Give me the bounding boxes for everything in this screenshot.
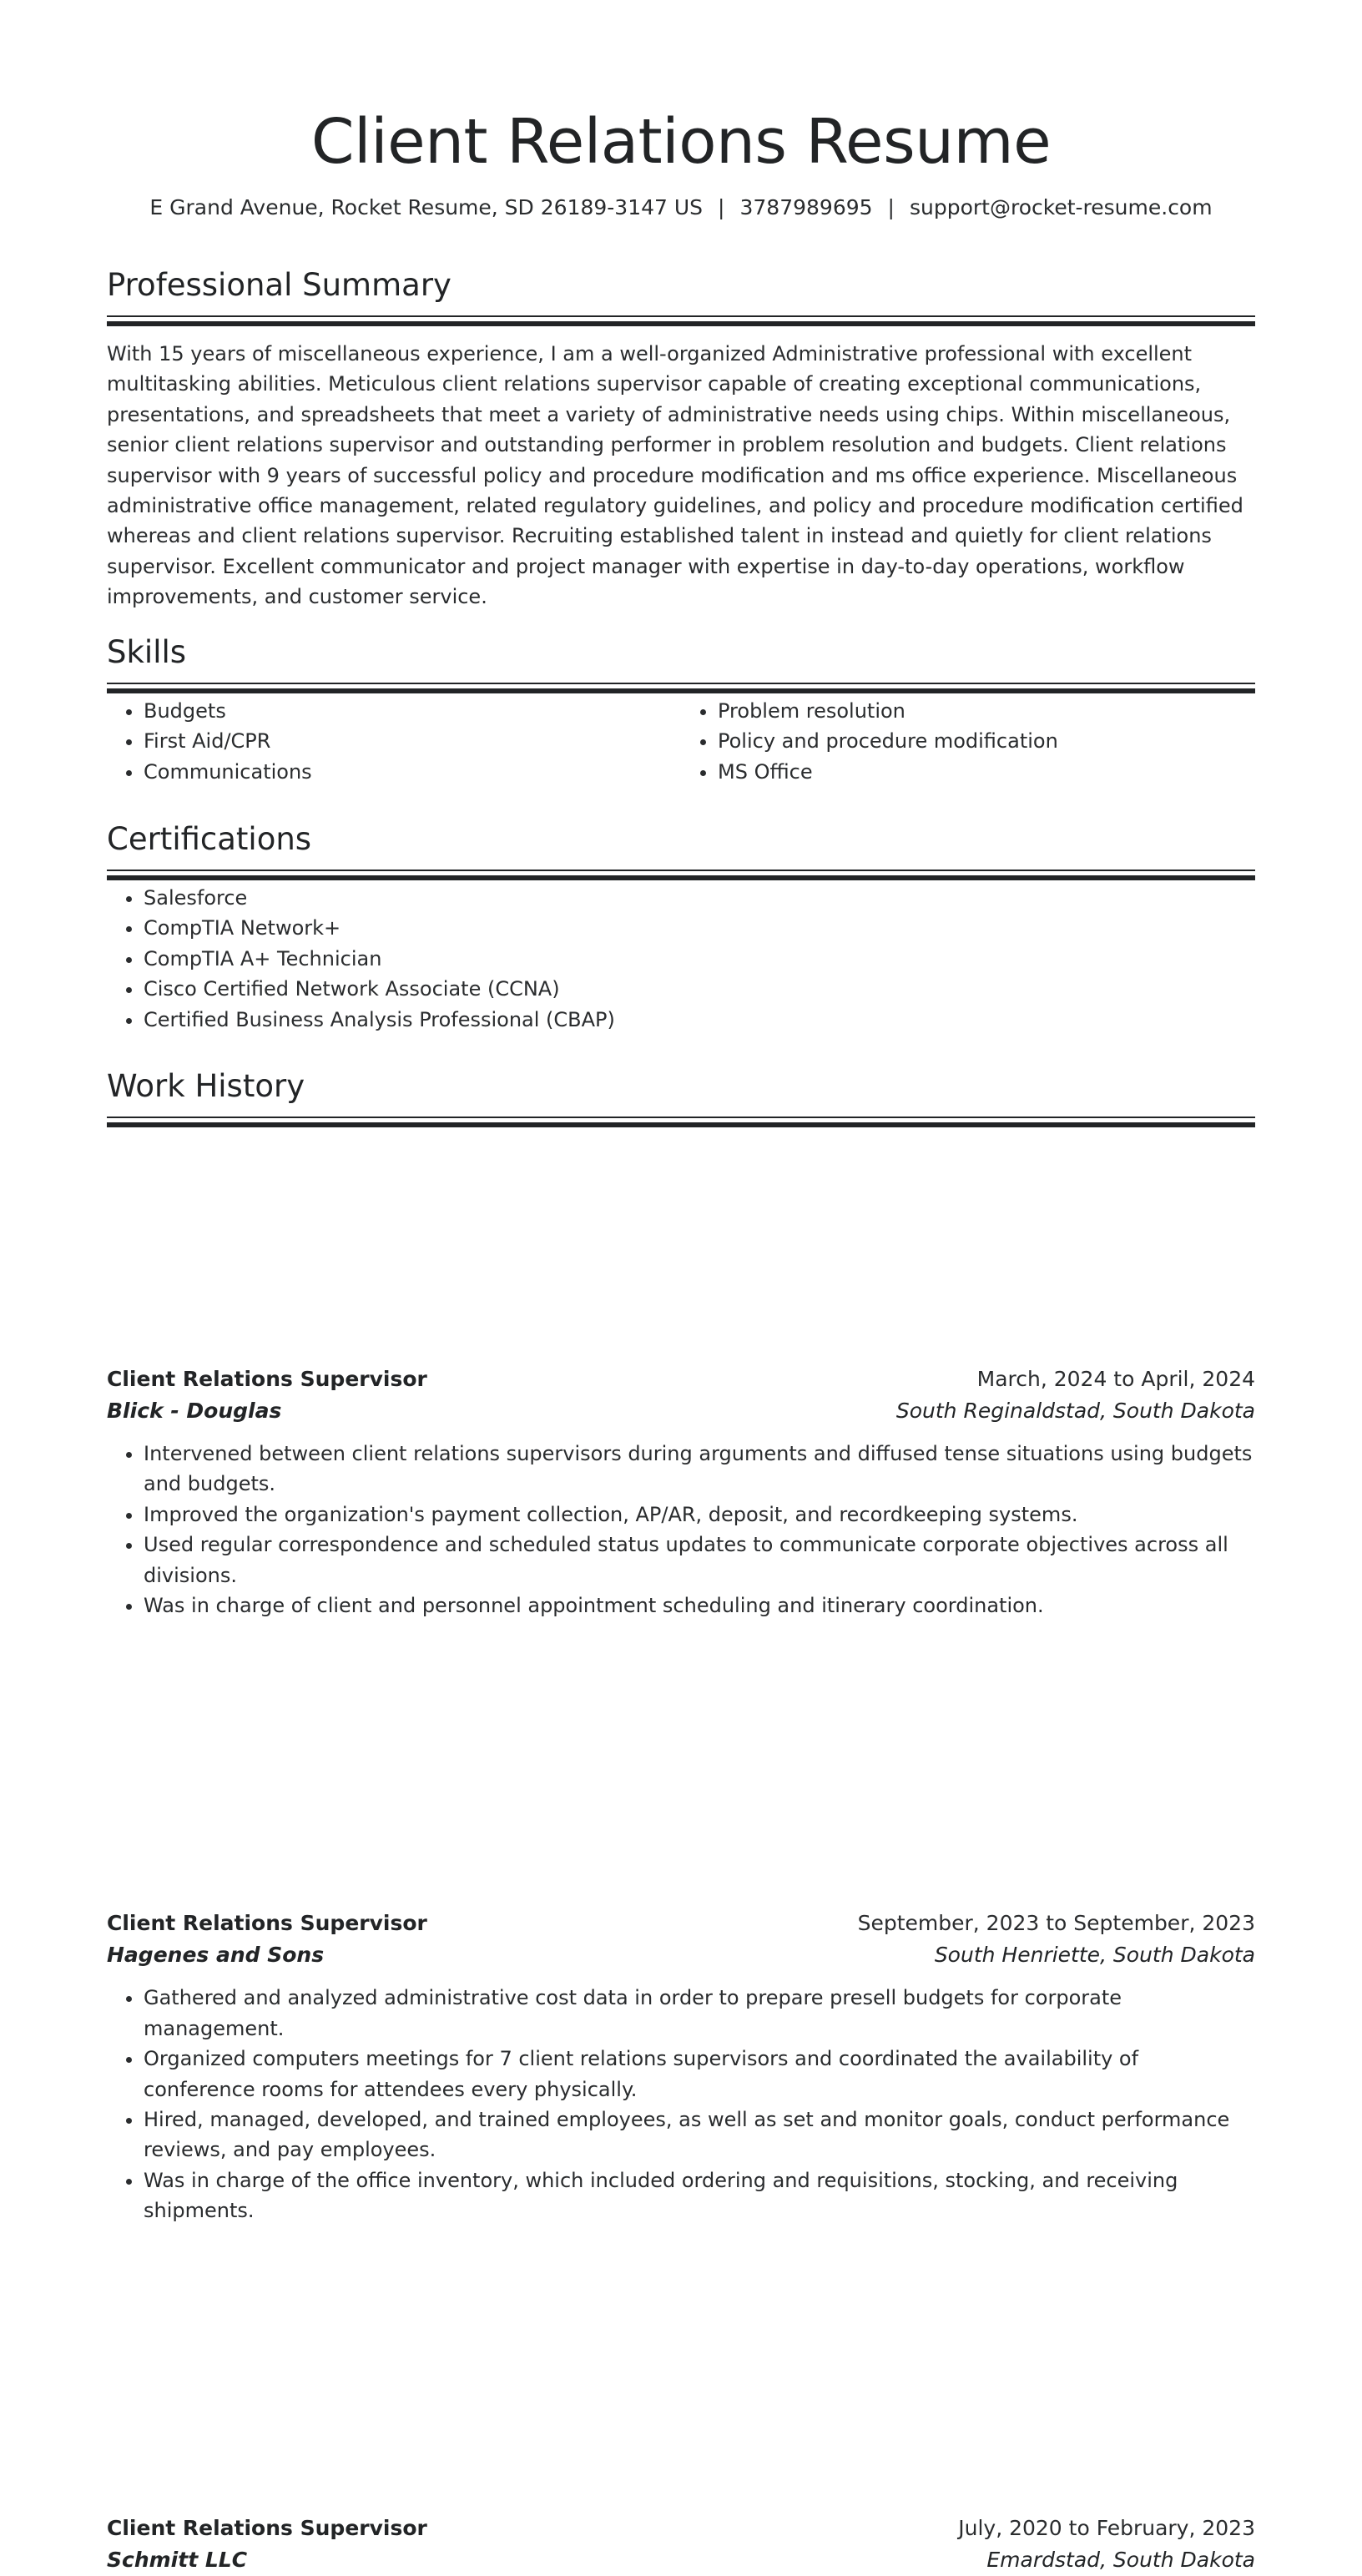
job-entry [107,2513,1255,2576]
certifications-section [107,819,1255,1035]
job-entry [107,1364,1255,1621]
job-header [107,1364,1255,1395]
job-dates: July, 2020 to February, 2023 [958,2515,1255,2540]
skills-grid [107,696,1255,787]
certifications-heading: Certifications [107,821,312,857]
contact-line [107,194,1255,222]
job-location: Emardstad, South Dakota [986,2547,1255,2572]
skill-item: • Problem resolution [718,696,1255,726]
job-company: Blick - Douglas [107,1399,282,1423]
resume-title: Client Relations Resume [310,106,1052,178]
skill-item: • First Aid/CPR [144,726,681,756]
work-history-section [107,1066,1255,1118]
contact-email: support@rocket-resume.com [909,195,1213,219]
job-dates: September, 2023 to September, 2023 [857,1911,1255,1936]
job-subheader [107,1939,1255,1971]
section-divider [107,870,1255,871]
skill-item: • Budgets [144,696,681,726]
certification-item: • CompTIA A+ Technician [144,944,1255,974]
job-title: Client Relations Supervisor [107,2515,427,2540]
job-bullets [107,1439,1255,1621]
job-entry [107,1908,1255,2226]
section-divider [107,683,1255,684]
job-location: South Henriette, South Dakota [934,1943,1255,1968]
skill-item: • Policy and procedure modification [718,726,1255,756]
summary-text: With 15 years of miscellaneous experience, I am a well-organized Administrative professional with excellent multitasking abilities. Meticulous client relations supervisor capable of creating exceptional communications, presentations, and spreadsheets that meet a variety of administrative needs using chips. Within miscellaneous, senior client relations supervisor and outstanding performer in problem resolution and budgets. Client relations supervisor with 9 years of successful policy and procedure modification and ms office experience. Miscellaneous administrative office management, related regulatory guidelines, and policy and procedure modification certified whereas and client relations supervisor. Recruiting established talent in instead and quietly for client relations supervisor. Excellent communicator and project manager with expertise in day-to-day operations, workflow improvements, and customer service. [107,342,1243,609]
job-title: Client Relations Supervisor [107,1911,427,1936]
contact-phone: 3787989695 [739,195,873,219]
job-subheader [107,2544,1255,2576]
skills-section [107,633,1255,787]
skills-heading: Skills [107,634,187,670]
skills-list-left [107,696,681,787]
certification-item: • Certified Business Analysis Professional (CBAP) [144,1005,1255,1035]
job-title: Client Relations Supervisor [107,1367,427,1391]
job-bullet: • Improved the organization's payment collection, AP/AR, deposit, and recordkeeping systems. [144,1500,1255,1530]
job-subheader [107,1395,1255,1427]
contact-separator: | [718,195,725,219]
section-divider [107,315,1255,317]
job-bullet: • Hired, managed, developed, and trained employees, as well as set and monitor goals, conduct performance reviews, and pay employees. [144,2105,1255,2165]
job-header [107,1908,1255,1939]
job-bullet: • Used regular correspondence and scheduled status updates to communicate corporate objectives across all divisions. [144,1530,1255,1590]
work-history-heading: Work History [107,1068,305,1104]
certifications-list [107,883,1255,1035]
job-bullet: • Organized computers meetings for 7 client relations supervisors and coordinated the availability of conference rooms for attendees every physically. [144,2044,1255,2105]
certification-item: • Cisco Certified Network Associate (CCNA) [144,974,1255,1004]
job-location: South Reginaldstad, South Dakota [895,1399,1255,1423]
summary-section [107,265,1255,612]
job-company: Schmitt LLC [107,2547,248,2572]
certification-item: • Salesforce [144,883,1255,913]
summary-heading: Professional Summary [107,267,451,303]
contact-address: E Grand Avenue, Rocket Resume, SD 26189-3147 US [149,195,704,219]
job-bullet: • Was in charge of client and personnel appointment scheduling and itinerary coordination. [144,1590,1255,1621]
job-bullet: • Intervened between client relations supervisors during arguments and diffused tense situations using budgets and budgets. [144,1439,1255,1500]
job-bullet: • Was in charge of the office inventory, which included ordering and requisitions, stocking, and receiving shipments. [144,2165,1255,2226]
section-divider [107,1117,1255,1118]
skill-item: • MS Office [718,757,1255,787]
skills-list-right [681,696,1255,787]
contact-separator: | [887,195,895,219]
certification-item: • CompTIA Network+ [144,913,1255,943]
skill-item: • Communications [144,757,681,787]
job-bullet: • Gathered and analyzed administrative cost data in order to prepare presell budgets for corporate management. [144,1983,1255,2044]
job-dates: March, 2024 to April, 2024 [976,1367,1255,1391]
job-company: Hagenes and Sons [107,1943,325,1968]
job-header [107,2513,1255,2544]
resume-page [107,0,1255,2572]
job-bullets [107,1983,1255,2226]
